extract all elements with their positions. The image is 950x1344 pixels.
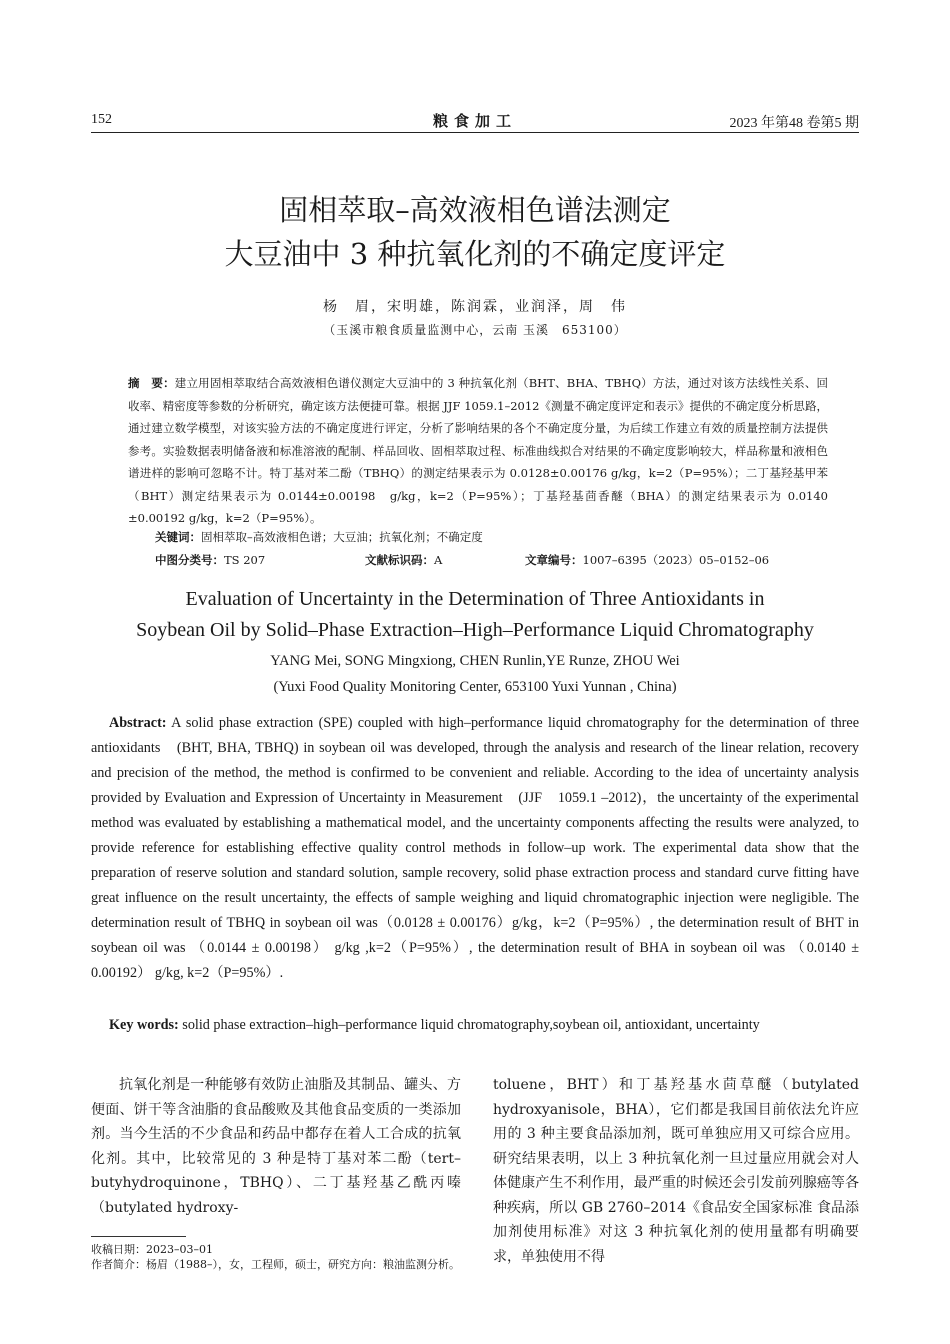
cn-article-number (525, 552, 769, 568)
cn-doc-text: A (434, 553, 443, 567)
en-title (0, 584, 950, 646)
cn-keywords-text: 固相萃取–高效液相色谱；大豆油；抗氧化剂；不确定度 (201, 530, 483, 544)
en-keywords-label: Key words: (109, 1017, 179, 1033)
en-title-line-1: Evaluation of Uncertainty in the Determination of Three Antioxidants in (185, 588, 765, 610)
cn-title (0, 188, 950, 276)
cn-clc-text: TS 207 (224, 553, 266, 567)
footnote-rule (91, 1236, 186, 1237)
footnote-received-date: 收稿日期：2023–03–01 (91, 1243, 213, 1256)
cn-abstract-label: 摘 要： (128, 376, 175, 390)
en-keywords-text: solid phase extraction–high–performance liquid chromatography,soybean oil, antioxidant, uncertainty (178, 1017, 760, 1033)
cn-keywords (155, 529, 483, 545)
en-authors: YANG Mei, SONG Mingxiong, CHEN Runlin,YE Runze, ZHOU Wei (270, 653, 680, 669)
body-column-left: 抗氧化剂是一种能够有效防止油脂及其制品、罐头、方便面、饼干等含油脂的食品酸败及其他食品变质的一类添加剂。当今生活的不少食品和药品中都存在着人工合成的抗氧化剂。其中，比较常见的 3 种是特丁基对苯二酚（tert–butyhydroquinone，TBHQ）、二丁基羟基乙酰丙嗪（butylated hydroxy- (91, 1077, 461, 1216)
cn-abstract (128, 372, 828, 530)
cn-title-line-1: 固相萃取–高效液相色谱法测定 (279, 193, 671, 227)
cn-clc-number (155, 552, 265, 568)
page-number: 152 (91, 112, 112, 127)
header-rule (91, 132, 859, 133)
en-abstract-text: A solid phase extraction (SPE) coupled with high–performance liquid chromatography for the determination of three antioxidants (BHT, BHA, TBHQ) in soybean oil was developed, through the analysis and research of the linear relation, recovery and precision of the method, the method is confirmed to be convenient and reliable. According to the idea of uncertainty analysis provided by Evaluation and Expression of Uncertainty in Measurement (JJF 1059.1 –2012)，the uncertainty of the experimental method was evaluated by establishing a mathematical model, and the uncertainty components affecting the results were analyzed, to provide reference for establishing effective quality control methods in follow–up work. The experimental data show that the preparation of reserve solution and standard solution, sample recovery, solid phase extraction process and standard curve fitting have great influence on the result uncertainty, the effects of sample weighing and liquid chromatographic injection were negligible. The determination result of TBHQ in soybean oil was（0.0128 ± 0.00176）g/kg，k=2（P=95%）, the determination result of BHT in soybean oil was （0.0144 ± 0.00198） g/kg ,k=2（P=95%）, the determination result of BHA in soybean oil was （0.0140 ± 0.00192） g/kg, k=2（P=95%）. (91, 715, 859, 981)
cn-clc-label: 中图分类号： (155, 553, 224, 567)
cn-artno-text: 1007–6395（2023）05–0152–06 (582, 553, 770, 567)
cn-keywords-label: 关键词： (155, 530, 201, 544)
cn-authors: 杨 眉，宋明雄，陈润霖，业润泽，周 伟 (323, 299, 627, 315)
en-keywords (91, 1013, 859, 1038)
en-title-line-2: Soybean Oil by Solid–Phase Extraction–High–Performance Liquid Chromatography (136, 619, 814, 641)
issue-info: 2023 年第48 卷第5 期 (729, 116, 859, 131)
cn-abstract-text: 建立用固相萃取结合高效液相色谱仪测定大豆油中的 3 种抗氧化剂（BHT、BHA、TBHQ）方法，通过对该方法线性关系、回收率、精密度等参数的分析研究，确定该方法便捷可靠。根据 JJF 1059.1–2012《测量不确定度评定和表示》提供的不确定度分析思路，通过建立数学模型，对该实验方法的不确定度进行评定，分析了影响结果的各个不确定度分量，为后续工作建立有效的质量控制方法提供参考。实验数据表明储备液和标准溶液的配制、样品回收、固相萃取过程、标准曲线拟合对结果的不确定度影响较大，样品称量和液相色谱进样的影响可忽略不计。特丁基对苯二酚（TBHQ）的测定结果表示为 0.0128±0.00176 g/kg，k=2（P=95%）；二丁基羟基甲苯（BHT）测定结果表示为 0.0144±0.00198 g/kg，k=2（P=95%）；丁基羟基茴香醚（BHA）的测定结果表示为 0.0140 ±0.00192 g/kg，k=2（P=95%）。 (128, 376, 829, 525)
en-affiliation: (Yuxi Food Quality Monitoring Center, 653100 Yuxi Yunnan , China) (273, 679, 677, 695)
cn-document-code (365, 552, 442, 568)
cn-title-line-2: 大豆油中 3 种抗氧化剂的不确定度评定 (224, 237, 726, 271)
journal-name: 粮食加工 (432, 112, 517, 130)
footnote-author-bio: 作者简介：杨眉（1988–），女，工程师，硕士，研究方向：粮油监测分析。 (91, 1258, 460, 1271)
cn-affiliation: （玉溪市粮食质量监测中心，云南 玉溪 653100） (323, 323, 627, 337)
cn-artno-label: 文章编号： (525, 553, 583, 567)
en-abstract (91, 711, 859, 986)
body-column-right: toluene，BHT）和丁基羟基水茴草醚（butylated hydroxyanisole，BHA），它们都是我国目前依法允许应用的 3 种主要食品添加剂，既可单独应用又可综合应用。研究结果表明，以上 3 种抗氧化剂一旦过量应用就会对人体健康产生不利作用，最严重的时候还会引发前列腺癌等各种疾病，所以 GB 2760–2014《食品安全国家标准 食品添加剂使用标准》对这 3 种抗氧化剂的使用量都有明确要求，单独使用不得 (493, 1077, 859, 1265)
cn-doc-label: 文献标识码： (365, 553, 434, 567)
en-abstract-label: Abstract: (109, 715, 167, 731)
